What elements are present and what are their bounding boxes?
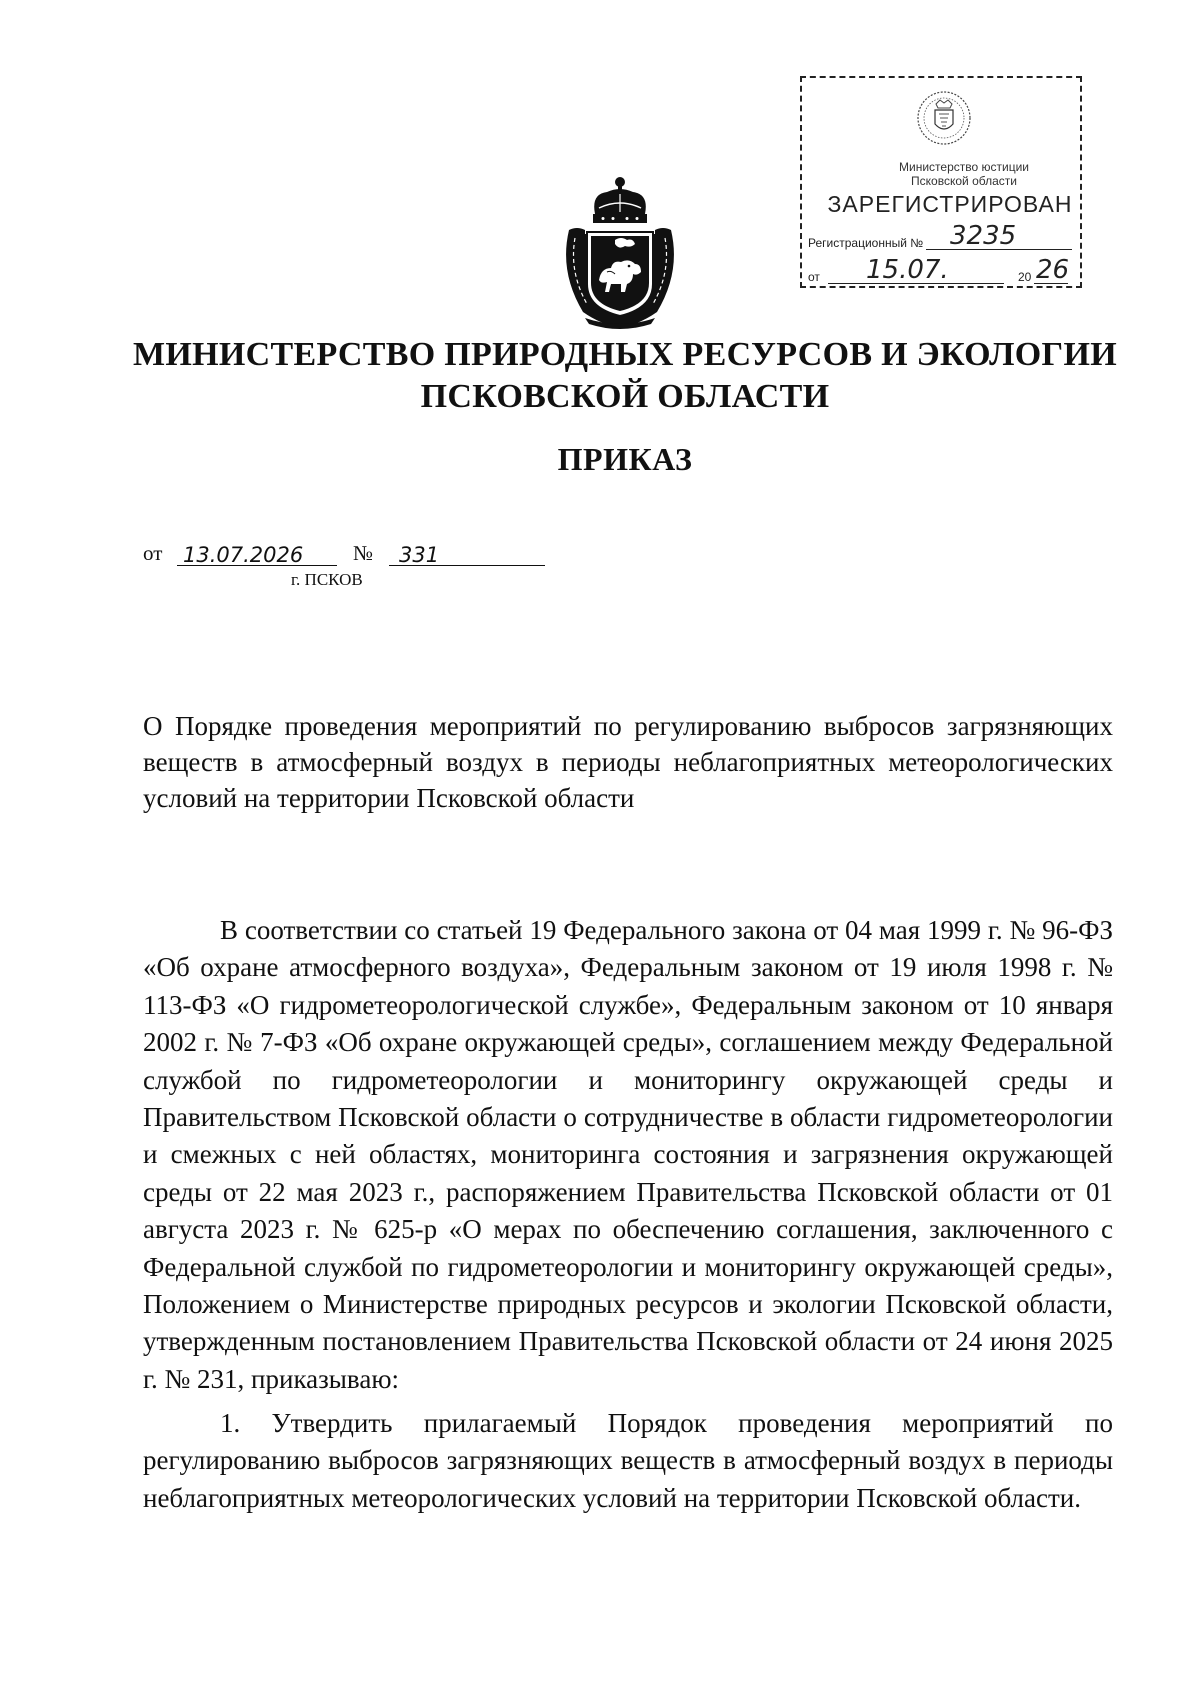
stamp-reg-label: Регистрационный № (808, 236, 924, 250)
ministry-title-line1: МИНИСТЕРСТВО ПРИРОДНЫХ РЕСУРСОВ И ЭКОЛОГИИ (133, 336, 1117, 373)
stamp-year-prefix: 20 (1018, 270, 1032, 284)
pskov-coat-of-arms-icon (555, 172, 685, 332)
order-city: г. ПСКОВ (291, 570, 363, 589)
stamp-ministry-line2: Псковской области (911, 174, 1017, 188)
ministry-title-line2: ПСКОВСКОЙ ОБЛАСТИ (420, 378, 830, 415)
preamble-paragraph: В соответствии со статьей 19 Федерального закона от 04 мая 1999 г. № 96-ФЗ «Об охране атмосферного воздуха», Федеральным законом от 19 июля 1998 г. № 113-ФЗ «О гидрометеорологической службе», Федеральным законом от 10 января 2002 г. № 7-ФЗ «Об охране окружающей среды», соглашением между Федеральной службой по гидрометеорологии и мониторингу окружающей среды и Правительством Псковской области о сотрудничестве в области гидрометеорологии и смежных с ней областях, мониторинга состояния и загрязнения окружающей среды от 22 мая 2023 г., распоряжением Правительства Псковской области от 01 августа 2023 г. № 625-р «О мерах по обеспечению соглашения, заключенного с Федеральной службой по гидрометеорологии и мониторингу окружающей среды», Положением о Министерстве природных ресурсов и экологии Псковской области, утвержденным постановлением Правительства Псковской области от 24 июня 2025 г. № 231, приказываю: (143, 915, 1113, 1394)
stamp-reg-number: 3235 (950, 221, 1017, 251)
order-date-label: от (143, 541, 163, 565)
order-number: 331 (399, 543, 440, 567)
order-date: 13.07.2026 (183, 543, 304, 567)
order-clause-1: 1. Утвердить прилагаемый Порядок проведения мероприятий по регулированию выбросов загрязняющих веществ в атмосферный воздух в периоды неблагоприятных метеорологических условий на территории Псковской области. (143, 1408, 1113, 1513)
order-subject: О Порядке проведения мероприятий по регулированию выбросов загрязняющих веществ в атмосферный воздух в периоды неблагоприятных метеорологических условий на территории Псковской области (143, 711, 1113, 813)
stamp-date-label: от (808, 270, 820, 284)
registration-stamp (800, 76, 1082, 288)
crown-icon (593, 177, 647, 223)
document-type-heading: ПРИКАЗ (557, 441, 693, 477)
order-number-label: № (353, 541, 374, 565)
stamp-registered-label: ЗАРЕГИСТРИРОВАН (827, 191, 1073, 217)
stamp-date-row (808, 255, 1078, 286)
coat-of-arms-seal-icon (912, 88, 976, 148)
stamp-date: 15.07. (866, 255, 949, 285)
order-date-number-line (143, 536, 563, 570)
stamp-year: 26 (1036, 255, 1070, 285)
stamp-ministry-line1: Министерство юстиции (899, 160, 1029, 174)
stamp-reg-number-row (808, 221, 1078, 252)
